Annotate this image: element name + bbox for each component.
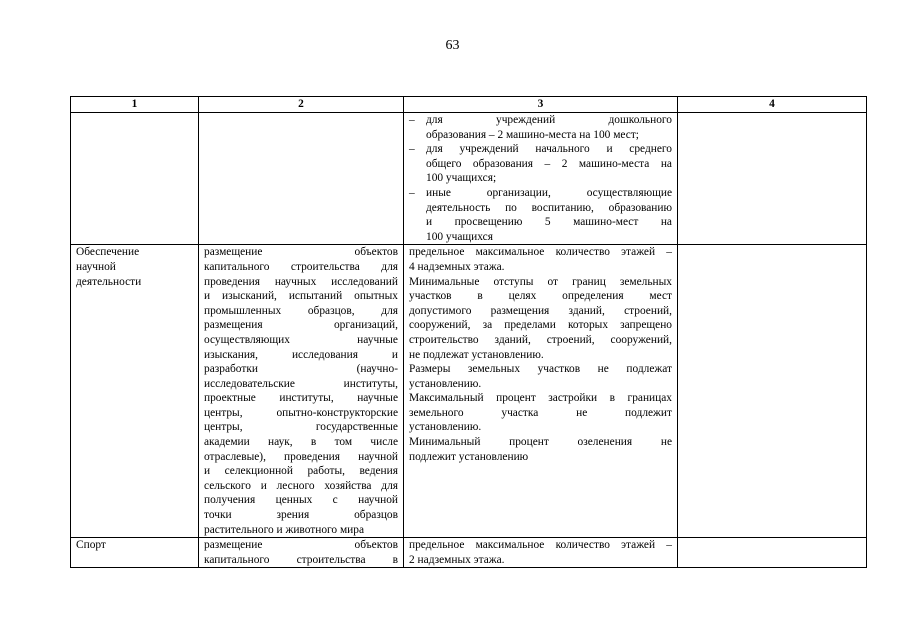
text-line: строительство зданий, строений, сооружений,: [409, 333, 672, 346]
list-item: [409, 113, 672, 142]
column-header-2: 2: [199, 97, 404, 113]
dash-marker: –: [409, 186, 415, 199]
text-line: центры, государственные: [204, 421, 398, 434]
text-line: осуществляющих научные: [204, 333, 398, 346]
table-row-sport: [71, 538, 867, 568]
text-line: подлежит установлению: [409, 450, 529, 463]
text-line: земельного участка не подлежит: [409, 406, 672, 419]
text-line: допустимого размещения зданий, строений,: [409, 304, 672, 317]
cell-science-col4: [678, 245, 867, 538]
text-line: сооружений, за пределами которых запрещено: [409, 319, 672, 332]
table-row-science: [71, 245, 867, 538]
page-number: 63: [445, 38, 460, 53]
text-line: капитального строительства в: [204, 553, 398, 566]
regulations-table: [70, 96, 867, 568]
text-line: исследовательские институты,: [204, 377, 398, 390]
text-line: общего образования – 2 машино-места на: [426, 157, 672, 170]
cell-sport-col3: [404, 538, 678, 568]
text-line: сельского и лесного хозяйства для: [204, 479, 398, 492]
cell-sport-col1: [71, 538, 199, 568]
text-line: изыскания, исследования и: [204, 348, 398, 361]
text-line: проектные институты, научные: [204, 392, 398, 405]
cell-continuation-col3: [404, 113, 678, 245]
cell-sport-col4: [678, 538, 867, 568]
text-line: деятельность по воспитанию, образованию: [426, 201, 672, 214]
column-header-4: 4: [678, 97, 867, 113]
cell-science-col3: [404, 245, 678, 538]
text-line: капитального строительства для: [204, 260, 398, 273]
text-line: размещение объектов: [204, 539, 398, 552]
text-line: Максимальный процент застройки в границах: [409, 392, 672, 405]
text-line: 100 учащихся: [426, 230, 493, 243]
text-line: предельное максимальное количество этажей –: [409, 539, 672, 552]
text-line: установлению.: [409, 377, 482, 390]
text-line: 4 надземных этажа.: [409, 260, 505, 273]
cell-sport-col2: [199, 538, 404, 568]
text-line: Размеры земельных участков не подлежат: [409, 363, 672, 376]
text-line: и изысканий, испытаний опытных: [204, 290, 398, 303]
text-line: 2 надземных этажа.: [409, 553, 505, 566]
text-line: не подлежат установлению.: [409, 348, 544, 361]
text-line: 100 учащихся;: [426, 172, 497, 185]
text-line: отраслевые), проведения научной: [204, 450, 398, 463]
text-line: установлению.: [409, 421, 482, 434]
text-line: предельное максимальное количество этажей –: [409, 246, 672, 259]
text-line: проведения научных исследований: [204, 275, 398, 288]
text-line: иные организации, осуществляющие: [426, 186, 672, 199]
table-header-row: [71, 97, 867, 113]
text-line: размещение объектов: [204, 246, 398, 259]
text-line: центры, опытно-конструкторские: [204, 406, 398, 419]
cell-continuation-col4: [678, 113, 867, 245]
text-line: для учреждений дошкольного: [426, 114, 672, 126]
cell-continuation-col2: [199, 113, 404, 245]
text-line: академии наук, в том числе: [204, 436, 398, 449]
list-item: [409, 186, 672, 244]
cell-science-col2: [199, 245, 404, 538]
column-header-3: 3: [404, 97, 678, 113]
text-line: получения ценных с научной: [204, 494, 398, 507]
text-line: растительного и животного мира: [204, 523, 365, 536]
text-line: промышленных образцов, для: [204, 304, 398, 317]
text-line: деятельности: [76, 275, 142, 288]
text-line: Минимальный процент озеленения не: [409, 436, 672, 449]
text-line: научной: [76, 260, 116, 273]
text-line: для учреждений начального и среднего: [426, 143, 672, 156]
text-line: и селекционной работы, ведения: [204, 465, 398, 478]
dash-marker: –: [409, 114, 415, 126]
dash-marker: –: [409, 143, 415, 156]
text-line: участков в целях определения мест: [409, 290, 672, 303]
column-header-1: 1: [71, 97, 199, 113]
text-line: образования – 2 машино-места на 100 мест;: [426, 128, 639, 141]
table-row-continuation: [71, 113, 867, 245]
cell-science-col1: [71, 245, 199, 538]
list-item: [409, 142, 672, 186]
text-line: точки зрения образцов: [204, 509, 398, 522]
text-line: разработки (научно-: [204, 363, 398, 376]
text-line: и просвещению 5 машино-мест на: [426, 216, 672, 229]
text-line: Минимальные отступы от границ земельных: [409, 275, 672, 288]
text-line: Спорт: [76, 539, 106, 552]
text-line: размещения организаций,: [204, 319, 398, 332]
cell-continuation-col1: [71, 113, 199, 245]
text-line: Обеспечение: [76, 246, 140, 259]
